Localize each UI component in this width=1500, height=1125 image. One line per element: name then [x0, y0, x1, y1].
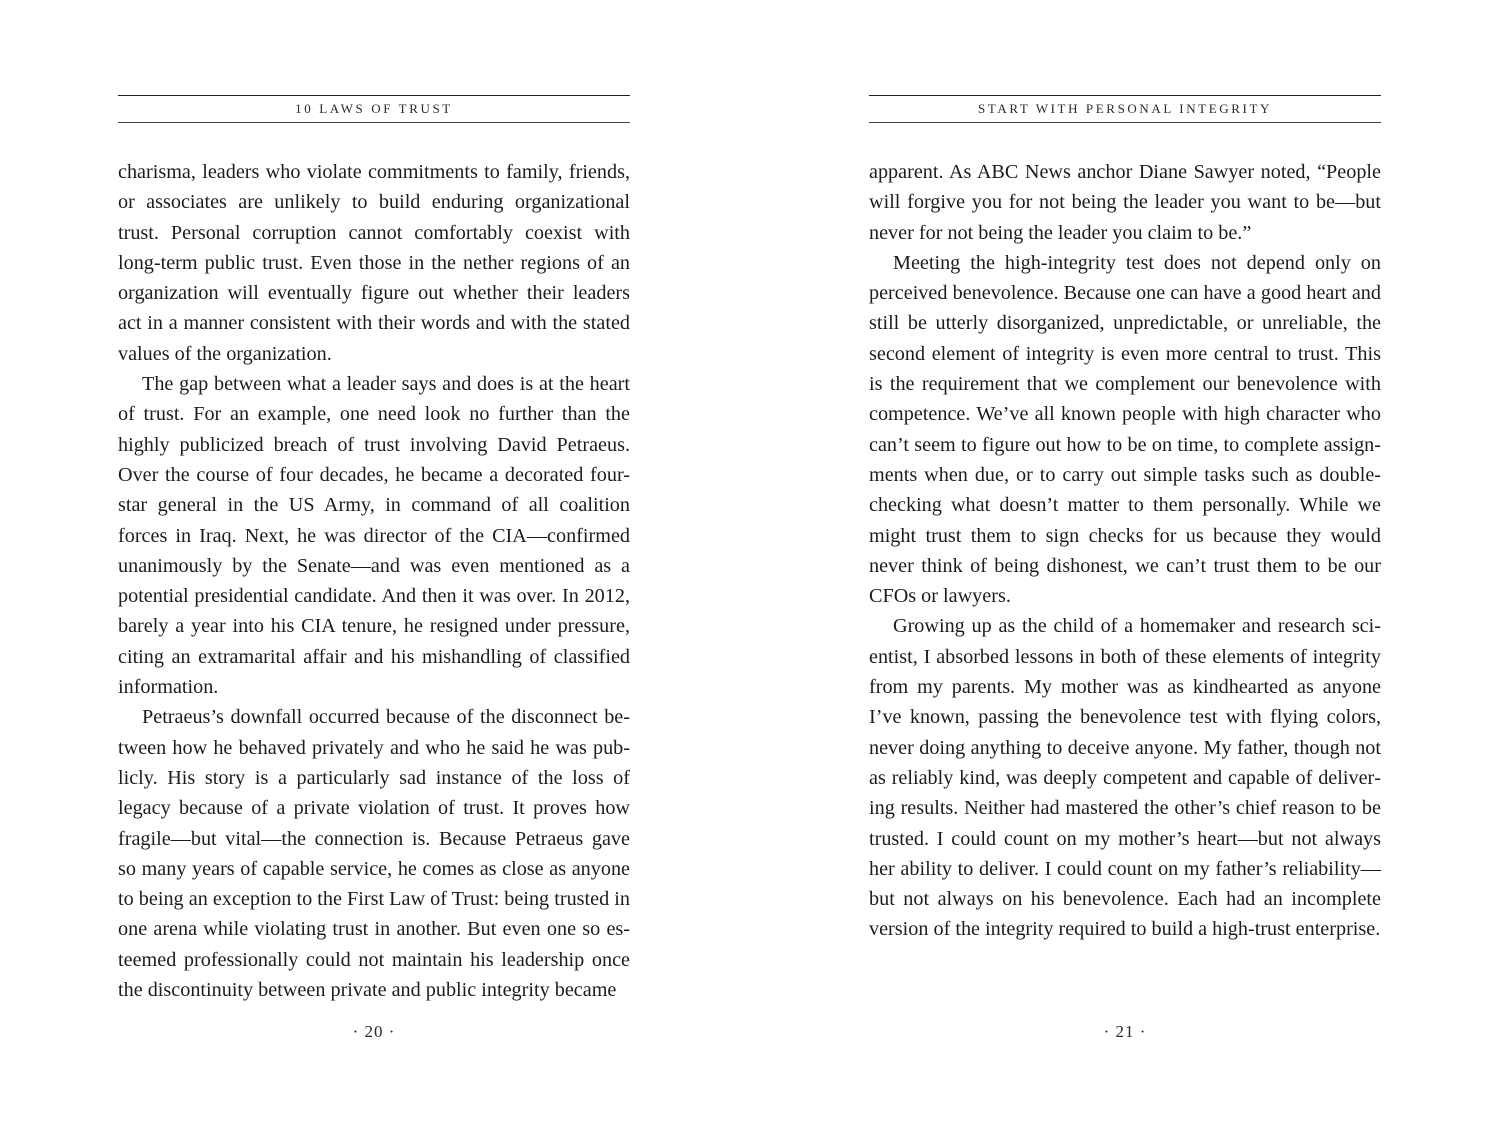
- left-page: [118, 0, 630, 1125]
- paragraph: Meeting the high-integrity test does not depend only on perceived benevolence. Because one can have a good heart and still be utterly disorganized, unpredictable, or unreliable, the second element of integrity is even more central to trust. This is the requirement that we complement our benevolence with competence. We’ve all known people with high character who can’t seem to figure out how to be on time, to complete assignments when due, or to carry out simple tasks such as double-checking what doesn’t matter to them personally. While we might trust them to sign checks for us because they would never think of being dishonest, we can’t trust them to be our CFOs or lawyers.: [869, 251, 1381, 608]
- paragraph: The gap between what a leader says and does is at the heart of trust. For an example, one need look no further than the highly publicized breach of trust involving David Petraeus. Over the course of four decades, he became a decorated four-star general in the US Army, in command of all coalition forces in Iraq. Next, he was director of the CIA—confirmed unanimously by the Senate—and was even mentioned as a potential presidential candidate. And then it was over. In 2012, barely a year into his CIA tenure, he resigned under pressure, citing an extramarital affair and his mishandling of classified information.: [118, 373, 630, 699]
- page-body: [118, 157, 630, 1005]
- paragraph: charisma, leaders who violate commitments to family, friends, or associates are unlikely to build enduring organizational trust. Personal corruption cannot comfortably coexist with long-term public trust. Even those in the nether regions of an organization will eventually figure out whether their leaders act in a manner consistent with their words and with the stated values of the organization.: [118, 161, 630, 365]
- paragraph: apparent. As ABC News anchor Diane Sawyer noted, “People will forgive you for not being the leader you want to be—but never for not being the leader you claim to be.”: [869, 161, 1381, 244]
- paragraph: Growing up as the child of a homemaker and research scientist, I absorbed lessons in both of these elements of integrity from my parents. My mother was as kindhearted as anyone I’ve known, passing the benevolence test with flying colors, never doing anything to deceive anyone. My father, though not as reliably kind, was deeply competent and capable of delivering results. Neither had mastered the other’s chief reason to be trusted. I could count on my mother’s heart—but not always her ability to deliver. I could count on my father’s reliability—but not always on his benevolence. Each had an incomplete version of the integrity required to build a high-trust enterprise.: [869, 615, 1381, 941]
- running-head-title: START WITH PERSONAL INTEGRITY: [978, 101, 1272, 116]
- right-page: [869, 0, 1381, 1125]
- running-head: [869, 95, 1381, 123]
- page-number: · 21 ·: [1103, 1022, 1147, 1041]
- page-body: [869, 157, 1381, 945]
- paragraph: Petraeus’s downfall occurred because of the disconnect between how he behaved privately and who he said he was publicly. His story is a particularly sad instance of the loss of legacy because of a private violation of trust. It proves how fragile—but vital—the connection is. Because Petraeus gave so many years of capable service, he comes as close as anyone to being an exception to the First Law of Trust: being trusted in one arena while violating trust in another. But even one so esteemed professionally could not maintain his leadership once the discontinuity between private and public integrity became: [118, 706, 630, 1002]
- running-head-title: 10 LAWS OF TRUST: [295, 101, 453, 116]
- running-head: [118, 95, 630, 123]
- page-number: · 20 ·: [352, 1022, 396, 1041]
